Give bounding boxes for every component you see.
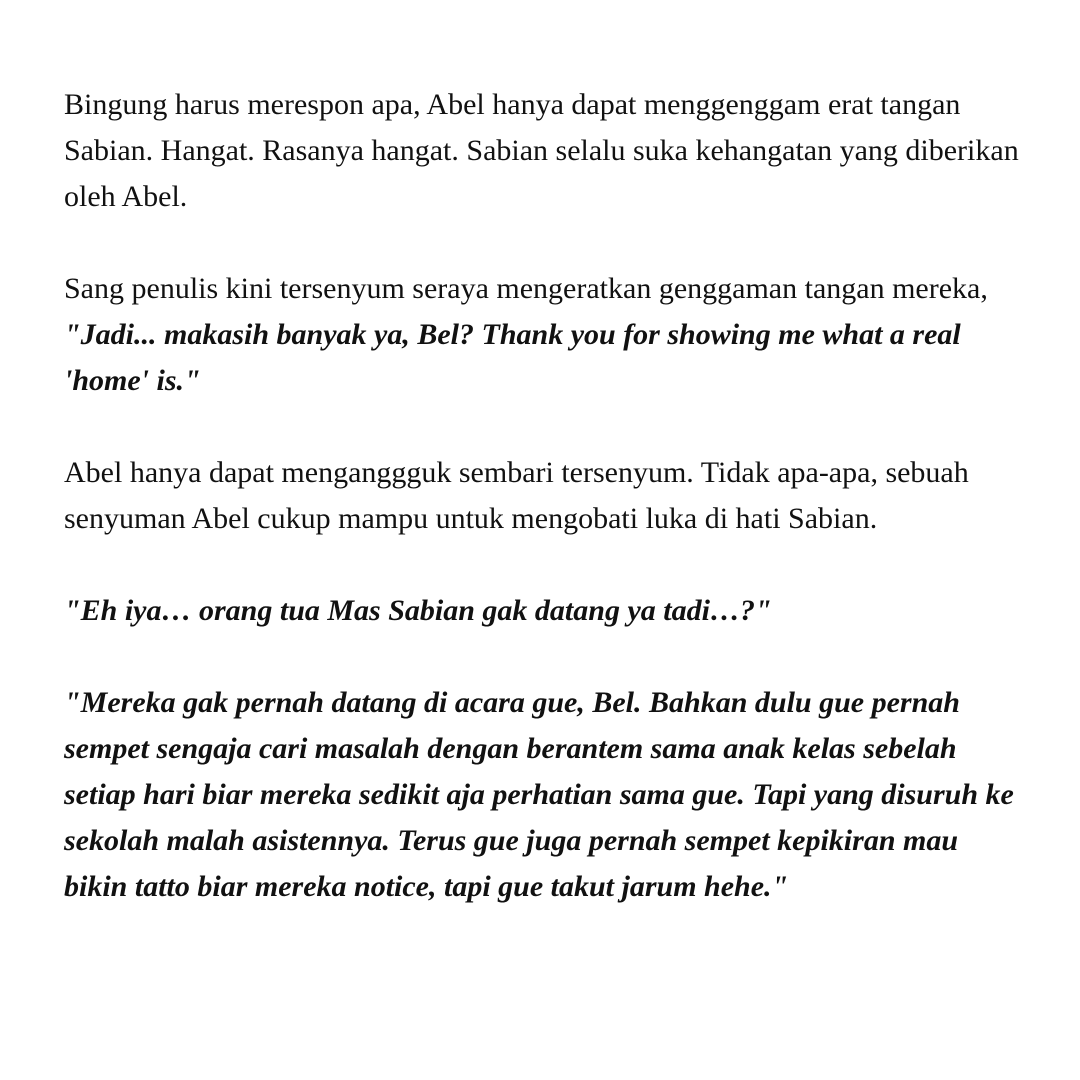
paragraph-1 [64,82,1024,220]
paragraph-4 [64,588,1024,634]
narration-text: Abel hanya dapat menganggguk sembari tersenyum. Tidak apa-apa, sebuah senyuman Abel cukup mampu untuk mengobati luka di hati Sabian. [64,456,969,535]
dialogue-quote: "Jadi... makasih banyak ya, Bel? Thank you for showing me what a real 'home' is." [64,318,961,397]
paragraph-3 [64,450,1024,542]
paragraph-5 [64,680,1024,910]
dialogue-quote: "Mereka gak pernah datang di acara gue, Bel. Bahkan dulu gue pernah sempet sengaja cari masalah dengan berantem sama anak kelas sebelah setiap hari biar mereka sedikit aja perhatian sama gue. Tapi yang disuruh ke sekolah malah asistennya. Terus gue juga pernah sempet kepikiran mau bikin tatto biar mereka notice, tapi gue takut jarum hehe." [64,686,1014,903]
story-text [64,82,1024,910]
narration-text: Sang penulis kini tersenyum seraya mengeratkan genggaman tangan mereka, [64,272,988,305]
narration-text: Bingung harus merespon apa, Abel hanya dapat menggenggam erat tangan Sabian. Hangat. Rasanya hangat. Sabian selalu suka kehangatan yang diberikan oleh Abel. [64,88,1019,213]
paragraph-2 [64,266,1024,404]
dialogue-quote: "Eh iya… orang tua Mas Sabian gak datang ya tadi…?" [64,594,772,627]
